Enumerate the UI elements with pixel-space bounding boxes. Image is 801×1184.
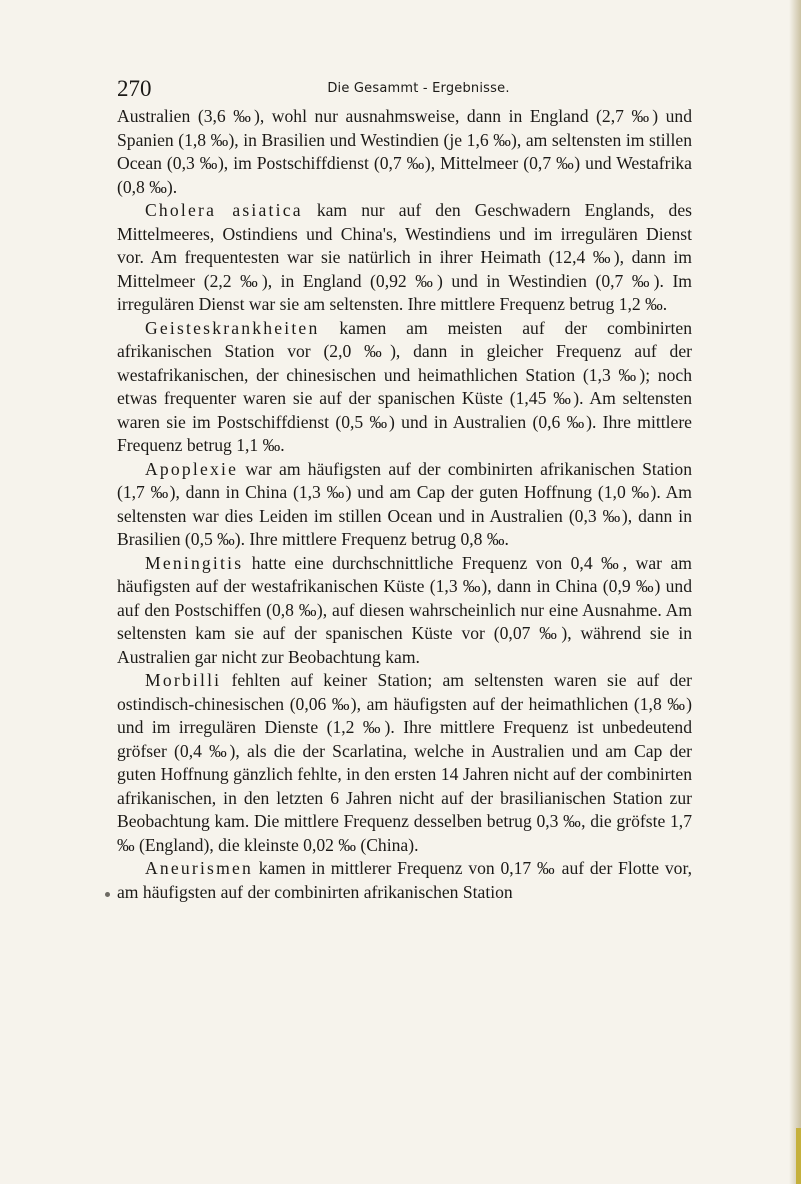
paragraph-text: hatte eine durchschnittliche Frequenz von 0,4 ‰, war am häufigsten auf der westafrikanischen Küste (1,3 ‰), dann in China (0,9 ‰) und auf den Postschiffen (0,8 ‰), auf diesen wahrscheinlich nur eine Ausnahme. Am seltensten kam sie auf der spanischen Küste vor (0,07 ‰), während sie in Australien gar nicht zur Beobachtung kam. <box>117 552 692 667</box>
running-title: Die Gesammt - Ergebnisse. <box>327 81 510 96</box>
disease-heading: Cholera asiatica <box>145 200 303 220</box>
paragraph-aneurismen <box>117 857 692 904</box>
page-edge-mark <box>796 1128 801 1184</box>
disease-heading: Apoplexie <box>145 458 239 479</box>
disease-heading: Geisteskrankheiten <box>145 317 320 338</box>
paragraph-text: kam nur auf den Geschwadern Englands, des Mittelmeeres, Ostindiens und China's, Westindiens und im irregulären Dienst vor. Am frequentesten war sie natürlich in ihrer Heimath (12,4 ‰), dann im Mittelmeer (2,2 ‰), in England (0,92 ‰) und in Westindien (0,7 ‰). Im irregulären Dienst war sie am seltensten. Ihre mittlere Frequenz betrug 1,2 ‰. <box>117 200 692 314</box>
paragraph-text: fehlten auf keiner Station; am seltensten waren sie auf der ostindisch-chinesischen (0,06 ‰), am häufigsten auf der heimathlichen (1,8 ‰) und im irregulären Dienste (1,2 ‰). Ihre mittlere Frequenz ist unbedeutend gröfser (0,4 ‰), als die der Scarlatina, welche in Australien und am Cap der guten Hoffnung gänzlich fehlte, in den ersten 14 Jahren nicht auf der combinirten afrikanischen, in den letzten 6 Jahren nicht auf der brasilianischen Station zur Beobachtung kam. Die mittlere Frequenz desselben betrug 0,3 ‰, die gröfste 1,7 ‰ (England), die kleinste 0,02 ‰ (China). <box>117 670 692 855</box>
paragraph-geisteskrankheiten <box>117 317 692 458</box>
disease-heading: Morbilli <box>145 670 222 690</box>
margin-dot <box>105 892 110 897</box>
paragraph-text: Australien (3,6 ‰), wohl nur ausnahmsweise, dann in England (2,7 ‰) und Spanien (1,8 ‰), in Brasilien und Westindien (je 1,6 ‰), am seltensten im stillen Ocean (0,3 ‰), im Postschiffdienst (0,7 ‰), Mittelmeer (0,7 ‰) und Westafrika (0,8 ‰). <box>117 106 692 197</box>
disease-heading: Meningitis <box>145 552 244 573</box>
paragraph-cholera <box>117 199 692 317</box>
page-number: 270 <box>117 76 152 101</box>
page-header <box>117 76 692 102</box>
paragraph-australien-continuation <box>117 105 692 199</box>
paragraph-apoplexie <box>117 458 692 552</box>
paragraph-text: kamen am meisten auf der combinirten afrikanischen Station vor (2,0 ‰), dann in gleicher Frequenz auf der westafrikanischen, der chinesischen und heimathlichen Station (1,3 ‰); noch etwas frequenter waren sie auf der spanischen Küste (1,45 ‰). Am seltensten waren sie im Postschiffdienst (0,5 ‰) und in Australien (0,6 ‰). Ihre mittlere Frequenz betrug 1,1 ‰. <box>117 317 692 455</box>
page-edge-shadow <box>789 0 801 1184</box>
paragraph-text: kamen in mittlerer Frequenz von 0,17 ‰ auf der Flotte vor, am häufigsten auf der combinirten afrikanischen Station <box>117 858 692 902</box>
disease-heading: Aneurismen <box>145 858 253 878</box>
paragraph-meningitis <box>117 552 692 670</box>
paragraph-morbilli <box>117 669 692 857</box>
body-text <box>117 105 692 904</box>
paragraph-text: war am häufigsten auf der combinirten afrikanischen Station (1,7 ‰), dann in China (1,3 ‰) und am Cap der guten Hoffnung (1,0 ‰). Am seltensten war dies Leiden im stillen Ocean und in Australien (0,3 ‰), dann in Brasilien (0,5 ‰). Ihre mittlere Frequenz betrug 0,8 ‰. <box>117 458 692 549</box>
